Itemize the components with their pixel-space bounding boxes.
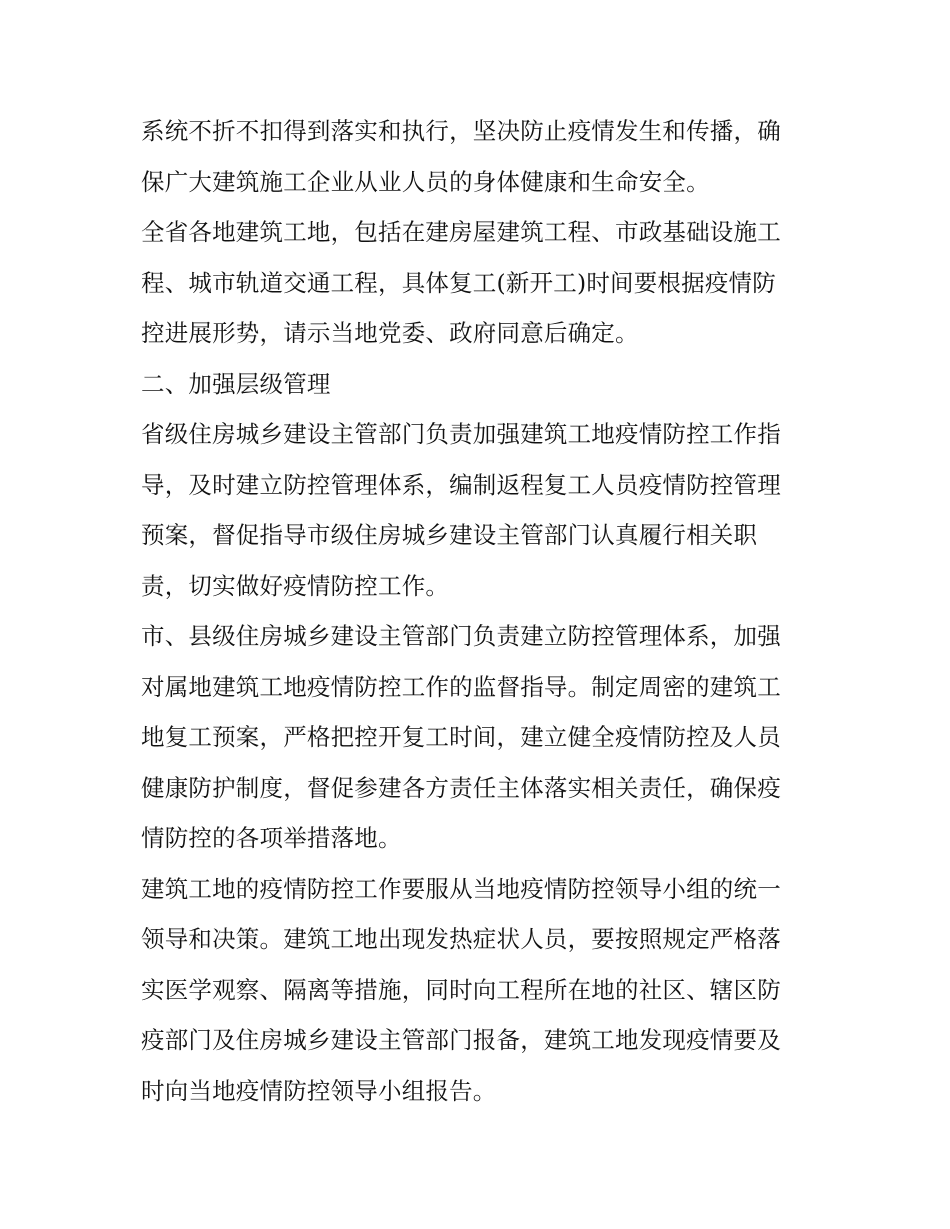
body-text-line: 程、城市轨道交通工程，具体复工(新开工)时间要根据疫情防: [141, 268, 776, 297]
body-text-line: 领导和决策。建筑工地出现发热症状人员，要按照规定严格落: [141, 925, 781, 953]
body-text-line: 预案，督促指导市级住房城乡建设主管部门认真履行相关职: [141, 521, 758, 549]
body-text-line: 健康防护制度，督促参建各方责任主体落实相关责任，确保疫: [141, 773, 781, 802]
body-text-line: 情防控的各项举措落地。: [141, 824, 402, 852]
body-text-line: 实医学观察、隔离等措施，同时向工程所在地的社区、辖区防: [141, 975, 781, 1004]
body-text-line: 保广大建筑施工企业从业人员的身体健康和生命安全。: [141, 167, 710, 196]
body-text-line: 导，及时建立防控管理体系，编制返程复工人员疫情防控管理: [141, 470, 781, 499]
body-text-line: 省级住房城乡建设主管部门负责加强建筑工地疫情防控工作指: [141, 420, 781, 448]
body-text-line: 责，切实做好疫情防控工作。: [141, 571, 450, 600]
body-text-line: 市、县级住房城乡建设主管部门负责建立防控管理体系，加强: [141, 622, 781, 650]
body-text-line: 疫部门及住房城乡建设主管部门报备，建筑工地发现疫情要及: [141, 1026, 781, 1054]
document-body: [141, 106, 821, 1116]
body-text-line: 全省各地建筑工地，包括在建房屋建筑工程、市政基础设施工: [141, 218, 781, 246]
body-text-line: 控进展形势，请示当地党委、政府同意后确定。: [141, 319, 639, 347]
body-text-line: 时向当地疫情防控领导小组报告。: [141, 1076, 497, 1105]
body-text-line: 建筑工地的疫情防控工作要服从当地疫情防控领导小组的统一: [141, 874, 781, 903]
body-text-line: 对属地建筑工地疫情防控工作的监督指导。制定周密的建筑工: [141, 672, 781, 701]
section-heading: 二、加强层级管理: [141, 369, 331, 398]
body-text-line: 系统不折不扣得到落实和执行，坚决防止疫情发生和传播，确: [141, 117, 781, 145]
body-text-line: 地复工预案，严格把控开复工时间，建立健全疫情防控及人员: [141, 723, 781, 751]
